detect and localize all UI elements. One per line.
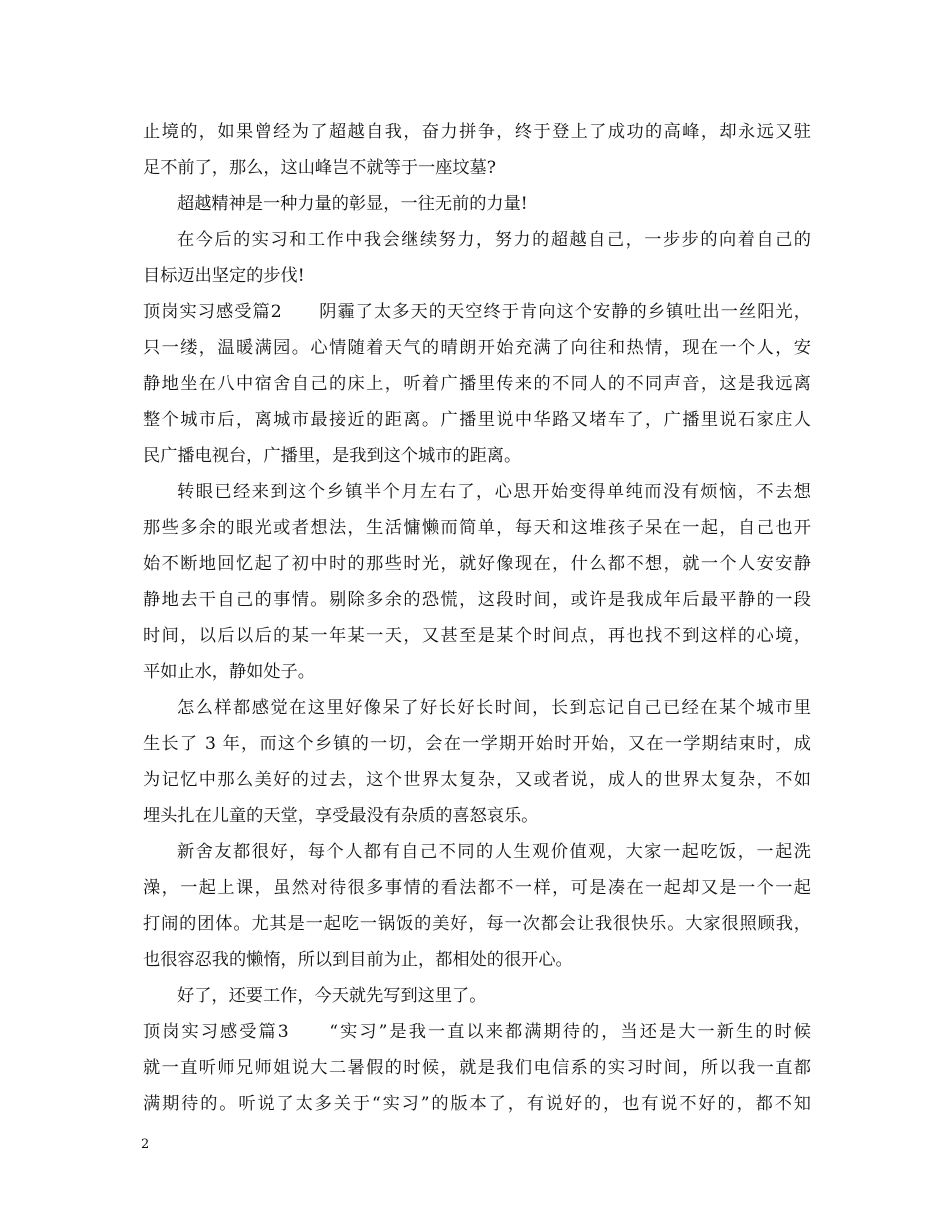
text-line: 就一直听师兄师姐说大二暑假的时候，就是我们电信系的实习时间，所以我一直都 — [143, 1058, 811, 1078]
text-line: 民广播电视台，广播里，是我到这个城市的距离。 — [143, 446, 522, 466]
text-line: 满期待的。听说了太多关于“实习”的版本了，有说好的，也有说不好的，都不知 — [143, 1094, 811, 1114]
text-line: 怎么样都感觉在这里好像呆了好长好长时间，长到忘记自己已经在某个城市里 — [177, 698, 811, 718]
text-line: 打闹的团体。尤其是一起吃一锅饭的美好，每一次都会让我很快乐。大家很照顾我， — [143, 914, 811, 934]
text-line: 为记忆中那么美好的过去，这个世界太复杂，又或者说，成人的世界太复杂，不如 — [143, 770, 811, 790]
text-line: 足不前了，那么，这山峰岂不就等于一座坟墓? — [143, 158, 496, 178]
document-body — [143, 114, 811, 1122]
page-number: 2 — [141, 1137, 150, 1152]
text-line: 也很容忍我的懒惰，所以到目前为止，都相处的很开心。 — [143, 950, 573, 970]
text-line: 埋头扎在儿童的天堂，享受最没有杂质的喜怒哀乐。 — [143, 806, 539, 826]
text-line: 时间，以后以后的某一年某一天，又甚至是某个时间点，再也找不到这样的心境， — [143, 626, 811, 646]
text-line: 那些多余的眼光或者想法，生活慵懒而简单，每天和这堆孩子呆在一起，自己也开 — [143, 518, 811, 538]
text-line: 顶岗实习感受篇3 “实习”是我一直以来都满期待的，当还是大一新生的时候 — [143, 1022, 811, 1042]
text-line: 只一缕，温暖满园。心情随着天气的晴朗开始充满了向往和热情，现在一个人，安 — [143, 338, 811, 358]
text-line: 目标迈出坚定的步伐! — [143, 266, 305, 286]
text-line: 静地坐在八中宿舍自己的床上，听着广播里传来的不同人的不同声音，这是我远离 — [143, 374, 811, 394]
text-line: 转眼已经来到这个乡镇半个月左右了，心思开始变得单纯而没有烦恼，不去想 — [177, 482, 811, 502]
text-line: 在今后的实习和工作中我会继续努力，努力的超越自己，一步步的向着自己的 — [177, 230, 811, 250]
text-line: 新舍友都很好，每个人都有自己不同的人生观价值观，大家一起吃饭，一起洗 — [177, 842, 811, 862]
text-line: 超越精神是一种力量的彰显，一往无前的力量! — [177, 194, 528, 214]
text-line: 澡，一起上课，虽然对待很多事情的看法都不一样，可是凑在一起却又是一个一起 — [143, 878, 811, 898]
text-line: 始不断地回忆起了初中时的那些时光，就好像现在，什么都不想，就一个人安安静 — [143, 554, 811, 574]
text-line: 止境的，如果曾经为了超越自我，奋力拼争，终于登上了成功的高峰，却永远又驻 — [143, 122, 811, 142]
text-line: 顶岗实习感受篇2 阴霾了太多天的天空终于肯向这个安静的乡镇吐出一丝阳光， — [143, 302, 811, 322]
text-line: 生长了 3 年，而这个乡镇的一切，会在一学期开始时开始，又在一学期结束时，成 — [143, 734, 811, 754]
text-line: 整个城市后，离城市最接近的距离。广播里说中华路又堵车了，广播里说石家庄人 — [143, 410, 811, 430]
text-line: 好了，还要工作，今天就先写到这里了。 — [177, 986, 487, 1006]
text-line: 静地去干自己的事情。剔除多余的恐慌，这段时间，或许是我成年后最平静的一段 — [143, 590, 811, 610]
text-line: 平如止水，静如处子。 — [143, 662, 315, 682]
